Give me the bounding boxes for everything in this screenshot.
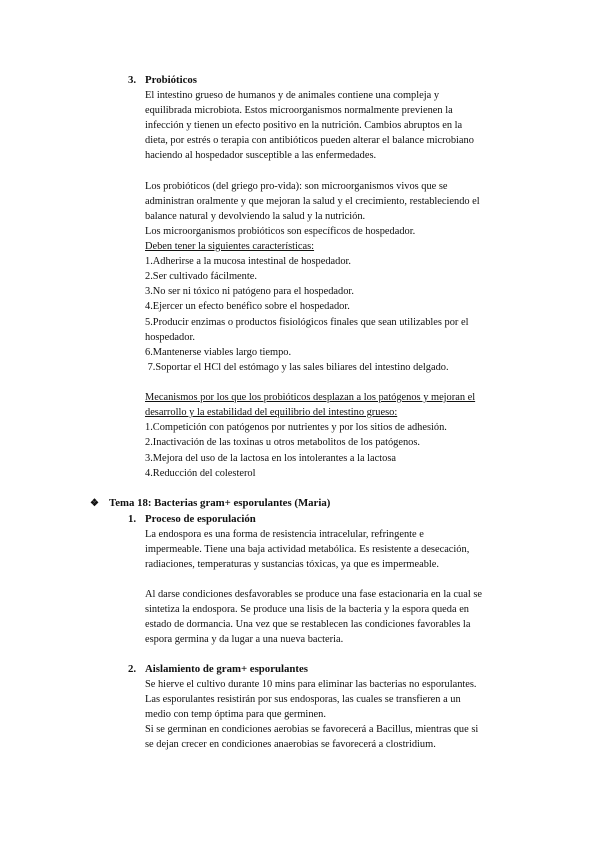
paragraph-line: sintetiza la endospora. Se produce una lisis de la bacteria y la espora queda en: [145, 604, 470, 615]
mechanisms-heading: Mecanismos por los que los probióticos desplazan a los patógenos y mejoran el: [145, 392, 476, 403]
list-item: 6.Mantenerse viables largo tiempo.: [145, 347, 292, 358]
list-item: 1.Adherirse a la mucosa intestinal de hospedador.: [145, 256, 352, 267]
paragraph-line: equilibrada microbiota. Estos microorganismos normalmente previenen la: [145, 105, 453, 116]
paragraph-line: estado de dormancia. Una vez que se restablecen las condiciones favorables la: [145, 619, 471, 630]
paragraph-line: Si se germinan en condiciones aerobias se favorecerá a Bacillus, mientras que si: [145, 724, 479, 735]
paragraph-line: Los microorganismos probióticos son específicos de hospedador.: [145, 226, 416, 237]
paragraph-line: radiaciones, temperaturas y sustancias tóxicas, ya que es impermeable.: [145, 559, 440, 570]
list-item: 1.Competición con patógenos por nutrientes y por los sitios de adhesión.: [145, 422, 447, 433]
topic-title: Tema 18: Bacterias gram+ esporulantes (Maria): [109, 497, 331, 509]
characteristics-heading: Deben tener la siguientes características:: [145, 241, 315, 252]
paragraph-line: espora germina y da lugar a una nueva bacteria.: [145, 634, 344, 645]
subsection-title: Aislamiento de gram+ esporulantes: [145, 663, 308, 675]
paragraph-line: haciendo al hospedador susceptible a las enfermedades.: [145, 150, 377, 161]
list-item: 4.Ejercer un efecto benéfico sobre el hospedador.: [145, 301, 350, 312]
list-item: 4.Reducción del colesterol: [145, 468, 256, 479]
list-item: 3.No ser ni tóxico ni patógeno para el hospedador.: [145, 286, 354, 297]
paragraph-line: Las esporulantes resistirán por sus endosporas, las cuales se transfieren a un: [145, 694, 461, 705]
list-item: 3.Mejora del uso de la lactosa en los intolerantes a la lactosa: [145, 453, 397, 464]
list-item: 7.Soportar el HCl del estómago y las sales biliares del intestino delgado.: [145, 362, 449, 373]
paragraph-line: administran oralmente y que mejoran la salud y el crecimiento, restableciendo el: [145, 196, 480, 207]
paragraph-line: El intestino grueso de humanos y de animales contiene una compleja y: [145, 90, 440, 101]
subsection-number: 1.: [128, 513, 137, 525]
paragraph-line: infección y tienen un efecto positivo en la nutrición. Cambios abruptos en la: [145, 120, 463, 131]
paragraph-line: medio con temp óptima para que germinen.: [145, 709, 326, 720]
paragraph-line: Los probióticos (del griego pro-vida): son microorganismos vivos que se: [145, 181, 448, 192]
paragraph-line: Se hierve el cultivo durante 10 mins para eliminar las bacterias no esporulantes.: [145, 679, 477, 690]
list-item: 2.Inactivación de las toxinas u otros metabolitos de los patógenos.: [145, 437, 421, 448]
mechanisms-heading: desarrollo y la estabilidad del equilibrio del intestino grueso:: [145, 407, 398, 418]
section-title: Probióticos: [145, 74, 197, 86]
paragraph-line: dieta, por estrés o terapia con antibióticos pueden alterar el balance microbiano: [145, 135, 474, 146]
list-item: 5.Producir enzimas o productos fisiológicos finales que sean utilizables por el: [145, 317, 469, 328]
subsection-title: Proceso de esporulación: [145, 513, 256, 525]
paragraph-line: se dejan crecer en condiciones anaerobias se favorecerá a clostridium.: [145, 739, 436, 750]
diamond-bullet-icon: ❖: [90, 498, 99, 509]
list-item: 2.Ser cultivado fácilmente.: [145, 271, 257, 282]
paragraph-line: balance natural y devolviendo la salud y la nutrición.: [145, 211, 366, 222]
subsection-number: 2.: [128, 663, 137, 675]
section-number: 3.: [128, 74, 137, 86]
paragraph-line: Al darse condiciones desfavorables se produce una fase estacionaria en la cual se: [145, 589, 482, 600]
paragraph-line: La endospora es una forma de resistencia intracelular, refringente e: [145, 529, 424, 540]
list-item: hospedador.: [145, 332, 195, 343]
paragraph-line: impermeable. Tiene una baja actividad metabólica. Es resistente a desecación,: [145, 544, 470, 555]
